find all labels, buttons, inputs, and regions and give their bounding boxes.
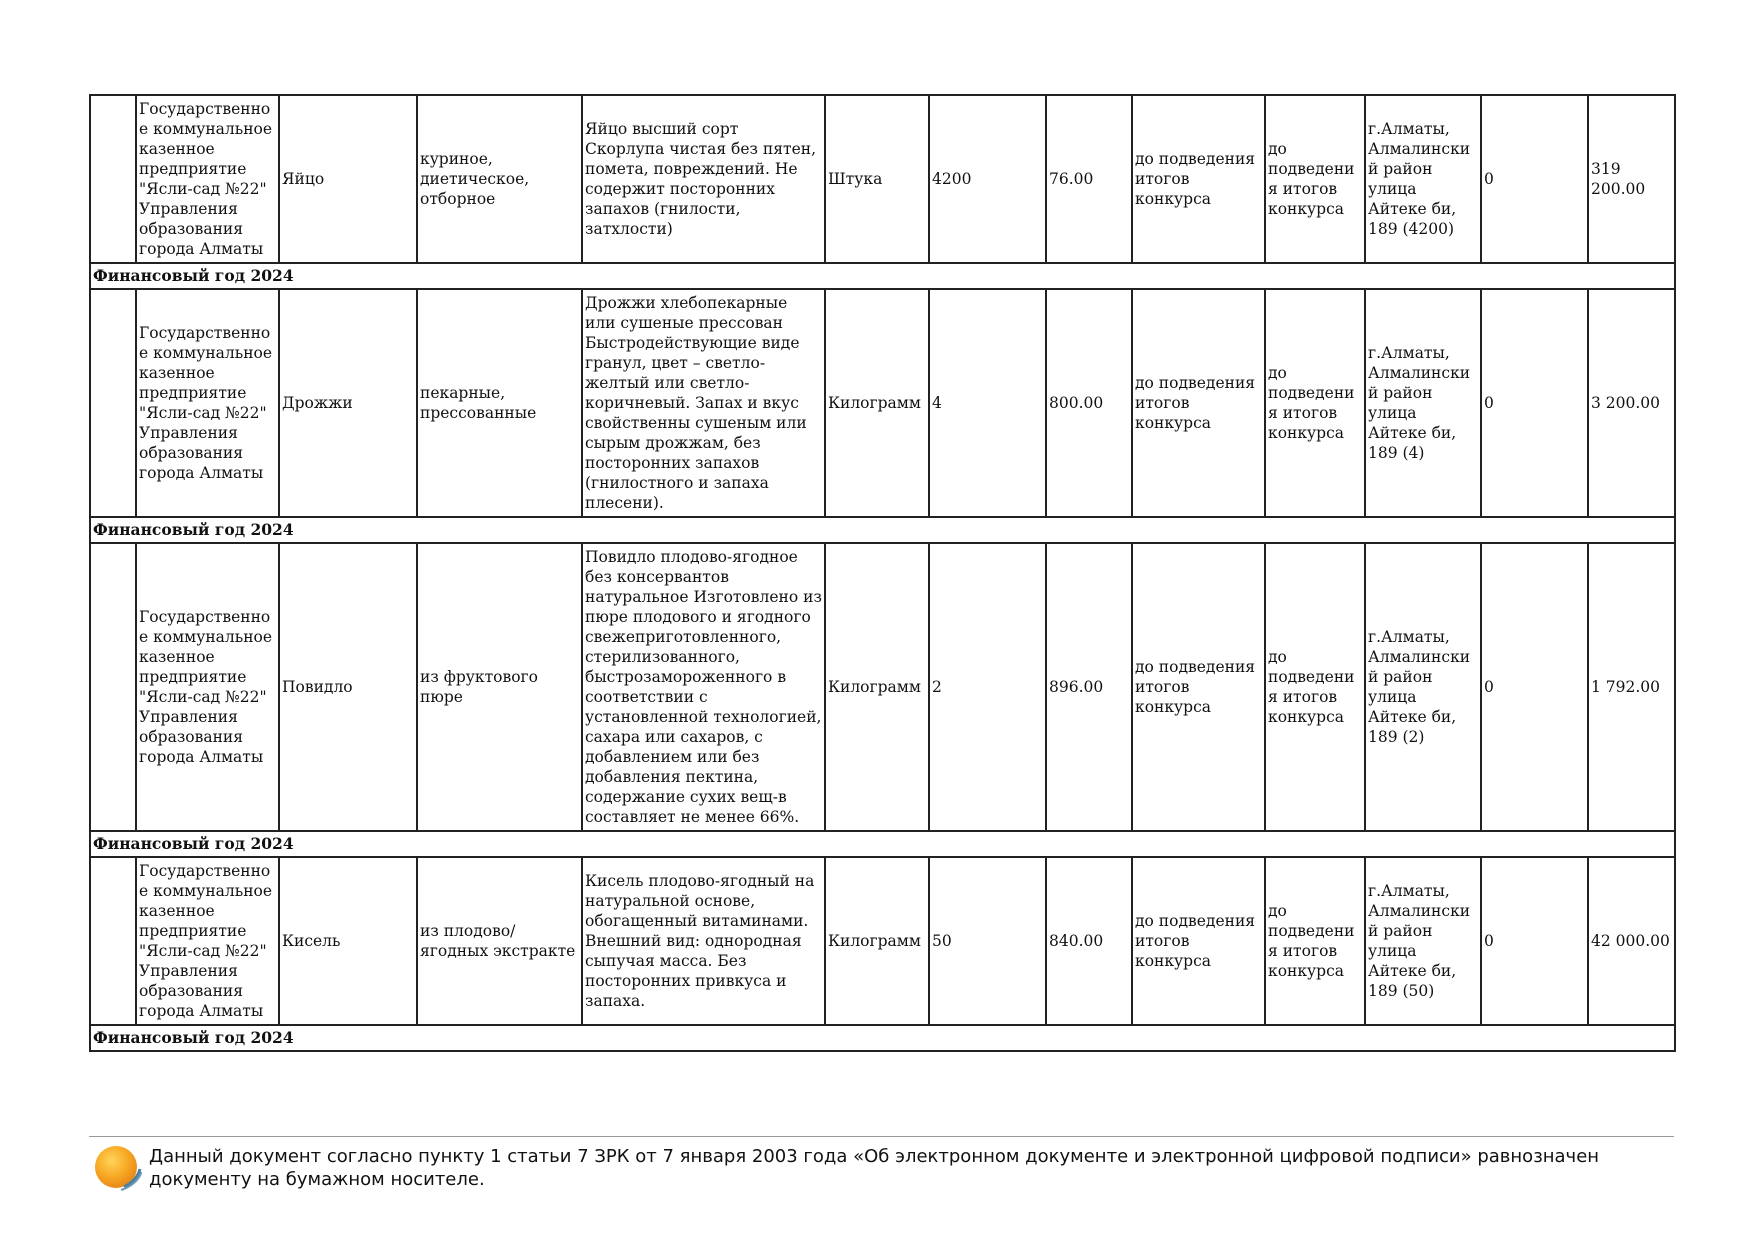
cell-price: 840.00 xyxy=(1046,857,1132,1025)
cell-term: до подведения итогов конкурса xyxy=(1132,95,1265,263)
table-row xyxy=(90,543,1675,831)
cell-term: до подведения итогов конкурса xyxy=(1132,289,1265,517)
cell-customer: Государственное коммунальное казенное предприятие "Ясли-сад №22" Управления образования города Алматы xyxy=(136,857,279,1025)
cell-characteristic: куриное, диетическое, отборное xyxy=(417,95,582,263)
cell-characteristic: из фруктового пюре xyxy=(417,543,582,831)
fiscal-year-label: Финансовый год 2024 xyxy=(90,517,1675,543)
cell-unit: Килограмм xyxy=(825,857,929,1025)
cell-number xyxy=(90,857,136,1025)
document-footer xyxy=(89,1136,1674,1191)
fiscal-year-label: Финансовый год 2024 xyxy=(90,1025,1675,1051)
cell-advance: 0 xyxy=(1481,543,1588,831)
cell-number xyxy=(90,543,136,831)
cell-description: Кисель плодово-ягодный на натуральной основе, обогащенный витаминами. Внешний вид: однородная сыпучая масса. Без посторонних привкуса и запаха. xyxy=(582,857,825,1025)
cell-term: до подведения итогов конкурса xyxy=(1132,857,1265,1025)
cell-place: г.Алматы, Алмалинский район улица Айтеке би, 189 (2) xyxy=(1365,543,1481,831)
cell-place: г.Алматы, Алмалинский район улица Айтеке би, 189 (4200) xyxy=(1365,95,1481,263)
fiscal-year-row xyxy=(90,517,1675,543)
cell-name: Повидло xyxy=(279,543,417,831)
cell-quantity: 2 xyxy=(929,543,1046,831)
cell-description: Яйцо высший сорт Скорлупа чистая без пятен, помета, повреждений. Не содержит посторонних запахов (гнилости, затхлости) xyxy=(582,95,825,263)
cell-description: Повидло плодово-ягодное без консервантов натуральное Изготовлено из пюре плодового и ягодного свежеприготовленного, стерилизованного, быстрозамороженного в соответствии с установленной технологией, сахара или сахаров, с добавлением или без добавления пектина, содержание сухих вещ-в составляет не менее 66%. xyxy=(582,543,825,831)
cell-unit: Килограмм xyxy=(825,543,929,831)
cell-advance: 0 xyxy=(1481,857,1588,1025)
cell-place: г.Алматы, Алмалинский район улица Айтеке би, 189 (50) xyxy=(1365,857,1481,1025)
fiscal-year-row xyxy=(90,831,1675,857)
cell-price: 800.00 xyxy=(1046,289,1132,517)
cell-unit: Штука xyxy=(825,95,929,263)
cell-name: Кисель xyxy=(279,857,417,1025)
cell-quantity: 4200 xyxy=(929,95,1046,263)
cell-advance: 0 xyxy=(1481,289,1588,517)
cell-customer: Государственное коммунальное казенное предприятие "Ясли-сад №22" Управления образования города Алматы xyxy=(136,95,279,263)
cell-price: 896.00 xyxy=(1046,543,1132,831)
cell-total: 319 200.00 xyxy=(1588,95,1675,263)
lots-table xyxy=(89,94,1676,1052)
cell-term: до подведения итогов конкурса xyxy=(1265,543,1365,831)
cell-name: Дрожжи xyxy=(279,289,417,517)
cell-term: до подведения итогов конкурса xyxy=(1265,857,1365,1025)
cell-quantity: 4 xyxy=(929,289,1046,517)
cell-number xyxy=(90,289,136,517)
cell-name: Яйцо xyxy=(279,95,417,263)
cell-price: 76.00 xyxy=(1046,95,1132,263)
egov-sun-logo-icon xyxy=(94,1143,142,1191)
cell-unit: Килограмм xyxy=(825,289,929,517)
table-row xyxy=(90,289,1675,517)
cell-characteristic: пекарные, прессованные xyxy=(417,289,582,517)
cell-advance: 0 xyxy=(1481,95,1588,263)
table-row xyxy=(90,95,1675,263)
cell-description: Дрожжи хлебопекарные или сушеные прессован Быстродействующие виде гранул, цвет – светло-желтый или светло-коричневый. Запах и вкус свойственны сушеным или сырым дрожжам, без посторонних запахов (гнилостного и запаха плесени). xyxy=(582,289,825,517)
cell-number xyxy=(90,95,136,263)
fiscal-year-label: Финансовый год 2024 xyxy=(90,263,1675,289)
cell-total: 42 000.00 xyxy=(1588,857,1675,1025)
cell-term: до подведения итогов конкурса xyxy=(1132,543,1265,831)
cell-total: 1 792.00 xyxy=(1588,543,1675,831)
cell-term: до подведения итогов конкурса xyxy=(1265,289,1365,517)
cell-customer: Государственное коммунальное казенное предприятие "Ясли-сад №22" Управления образования города Алматы xyxy=(136,289,279,517)
legal-notice: Данный документ согласно пункту 1 статьи 7 ЗРК от 7 января 2003 года «Об электронном документе и электронной цифровой подписи» равнозначен документу на бумажном носителе. xyxy=(149,1146,1600,1190)
cell-quantity: 50 xyxy=(929,857,1046,1025)
fiscal-year-row xyxy=(90,1025,1675,1051)
cell-place: г.Алматы, Алмалинский район улица Айтеке би, 189 (4) xyxy=(1365,289,1481,517)
fiscal-year-label: Финансовый год 2024 xyxy=(90,831,1675,857)
table-row xyxy=(90,857,1675,1025)
fiscal-year-row xyxy=(90,263,1675,289)
cell-term: до подведения итогов конкурса xyxy=(1265,95,1365,263)
cell-characteristic: из плодово/ ягодных экстракте xyxy=(417,857,582,1025)
cell-customer: Государственное коммунальное казенное предприятие "Ясли-сад №22" Управления образования города Алматы xyxy=(136,543,279,831)
cell-total: 3 200.00 xyxy=(1588,289,1675,517)
